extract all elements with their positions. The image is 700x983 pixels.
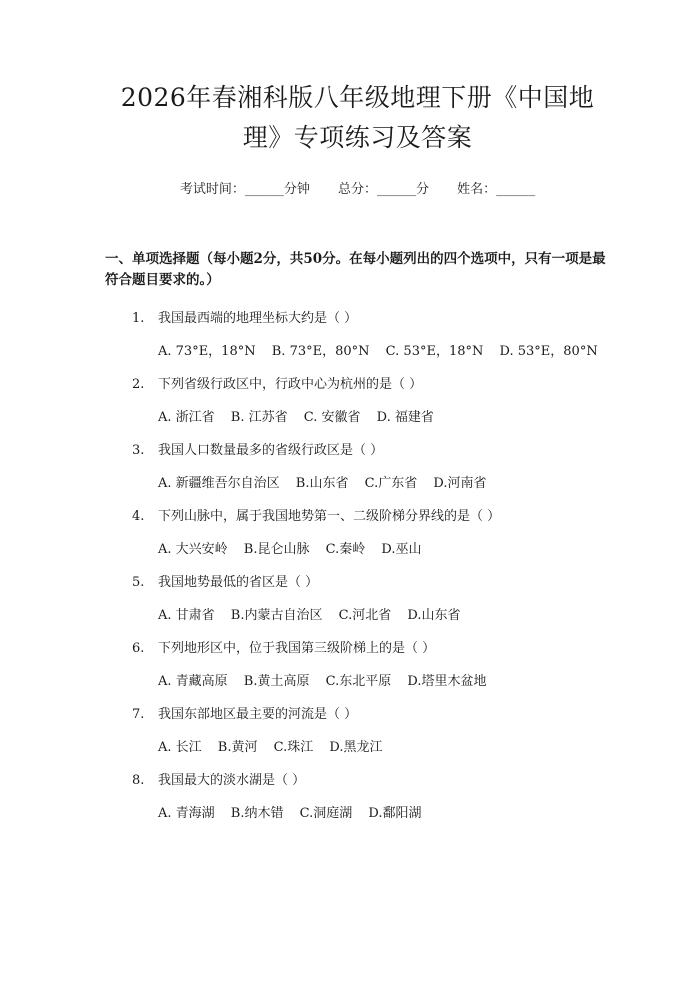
answer-option: D.塔里木盆地 (407, 674, 487, 689)
answer-option: A. 青海湖 (158, 806, 215, 821)
question-stem (105, 309, 610, 329)
question-text: 我国人口数量最多的省级行政区是（ ） (158, 443, 384, 458)
answer-options (105, 605, 610, 627)
answer-option: A. 青藏高原 (158, 674, 228, 689)
question-item (105, 375, 610, 429)
answer-option: D. 53°E，80°N (499, 344, 598, 359)
answer-option: D.鄱阳湖 (368, 806, 422, 821)
answer-option: B.黄河 (217, 740, 258, 755)
question-list (105, 309, 610, 825)
question-number: 6. (132, 641, 145, 656)
question-text: 下列省级行政区中，行政中心为杭州的是（ ） (158, 377, 423, 392)
question-text: 我国东部地区最主要的河流是（ ） (158, 707, 358, 722)
answer-option: B.内蒙古自治区 (230, 608, 323, 623)
question-text: 我国最大的淡水湖是（ ） (158, 773, 306, 788)
answer-option: B. 73°E，80°N (271, 344, 370, 359)
answer-option: A. 大兴安岭 (158, 542, 228, 557)
answer-option: C.东北平原 (325, 674, 392, 689)
answer-options (105, 473, 610, 495)
answer-option: D.巫山 (381, 542, 422, 557)
question-item (105, 441, 610, 495)
answer-option: A. 长江 (158, 740, 202, 755)
answer-option: D. 福建省 (376, 410, 434, 425)
answer-option: C.秦岭 (325, 542, 366, 557)
answer-option: C. 安徽省 (303, 410, 361, 425)
question-text: 我国最西端的地理坐标大约是（ ） (158, 311, 358, 326)
question-stem (105, 573, 610, 593)
answer-options (105, 737, 610, 759)
exam-time-field: 考试时间：______分钟 (179, 182, 310, 197)
question-number: 1. (132, 311, 145, 326)
answer-option: A. 新疆维吾尔自治区 (158, 476, 280, 491)
answer-option: B.昆仑山脉 (243, 542, 310, 557)
answer-option: D.黑龙江 (329, 740, 383, 755)
title-line-2: 理》专项练习及答案 (242, 123, 473, 152)
answer-option: C. 53°E，18°N (385, 344, 484, 359)
answer-option: C.广东省 (364, 476, 418, 491)
answer-option: B.黄土高原 (243, 674, 310, 689)
question-number: 3. (132, 443, 145, 458)
question-item (105, 771, 610, 825)
answer-option: C.洞庭湖 (299, 806, 353, 821)
exam-page (0, 78, 700, 983)
answer-option: B.纳木错 (230, 806, 284, 821)
question-number: 8. (132, 773, 145, 788)
question-stem (105, 375, 610, 395)
answer-option: B.山东省 (295, 476, 349, 491)
question-item (105, 573, 610, 627)
answer-option: D.山东省 (407, 608, 461, 623)
question-number: 4. (132, 509, 145, 524)
answer-option: C.珠江 (273, 740, 314, 755)
exam-meta (105, 180, 610, 200)
answer-option: D.河南省 (433, 476, 487, 491)
answer-option: A. 甘肃省 (158, 608, 215, 623)
answer-option: B. 江苏省 (230, 410, 288, 425)
question-stem (105, 507, 610, 527)
question-item (105, 309, 610, 363)
answer-options (105, 341, 610, 363)
question-text: 下列山脉中，属于我国地势第一、二级阶梯分界线的是（ ） (158, 509, 501, 524)
answer-options (105, 539, 610, 561)
question-number: 7. (132, 707, 145, 722)
answer-option: C.河北省 (338, 608, 392, 623)
student-name-field: 姓名：______ (457, 182, 536, 197)
section-title: 一、单项选择题（每小题2分，共50分。在每小题列出的四个选项中，只有一项是最符合题目要求的。） (105, 251, 606, 288)
question-stem (105, 771, 610, 791)
question-number: 5. (132, 575, 145, 590)
answer-options (105, 803, 610, 825)
question-stem (105, 705, 610, 725)
question-text: 我国地势最低的省区是（ ） (158, 575, 319, 590)
question-stem (105, 639, 610, 659)
question-text: 下列地形区中，位于我国第三级阶梯上的是（ ） (158, 641, 436, 656)
question-item (105, 507, 610, 561)
question-item (105, 705, 610, 759)
answer-option: A. 73°E，18°N (158, 344, 256, 359)
answer-option: A. 浙江省 (158, 410, 215, 425)
answer-options (105, 671, 610, 693)
title-line-1: 2026年春湘科版八年级地理下册《中国地 (120, 83, 595, 112)
document-title (105, 78, 610, 158)
answer-options (105, 407, 610, 429)
question-item (105, 639, 610, 693)
question-stem (105, 441, 610, 461)
question-number: 2. (132, 377, 145, 392)
total-score-field: 总分：______分 (337, 182, 429, 197)
